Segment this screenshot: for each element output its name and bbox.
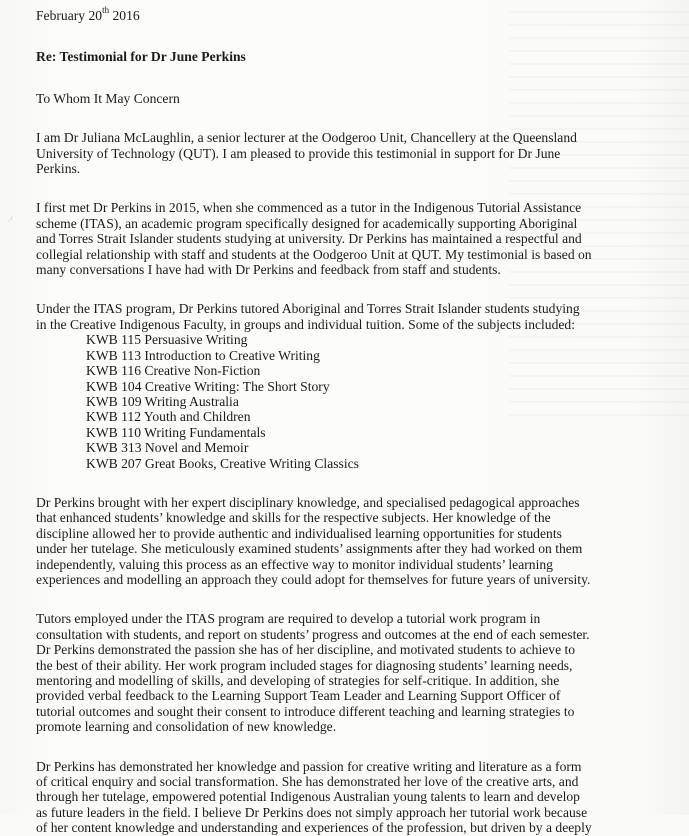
- paragraph-line: mentoring and modelling of skills, and developing of strategies for self-critique. In addition, she: [36, 673, 560, 688]
- paragraph-line: Dr Perkins has demonstrated her knowledge and passion for creative writing and literature as a form: [36, 758, 582, 774]
- paragraph-line: Tutors employed under the ITAS program are required to develop a tutorial work program in: [36, 611, 541, 627]
- paragraph-line: that enhanced students’ knowledge and skills for the respective subjects. Her knowledge of the: [36, 510, 551, 526]
- tutors-paragraph: [36, 611, 669, 734]
- paragraph-line: discipline allowed her to provide authentic and individualised learning opportunities for students: [36, 525, 562, 541]
- expert-knowledge-paragraph: [36, 495, 669, 587]
- paragraph-line: University of Technology (QUT). I am pleased to provide this testimonial in support for Dr June: [36, 145, 561, 161]
- subject-list: [86, 332, 669, 471]
- paragraph-line: promote learning and consolidation of new knowledge.: [36, 719, 337, 735]
- letter-salutation: To Whom It May Concern: [36, 90, 180, 106]
- paragraph-line: Perkins.: [36, 161, 81, 177]
- date-year: 2016: [109, 8, 140, 23]
- paragraph-line: of critical enquiry and social transformation. She has demonstrated her love of the creative arts, and: [36, 774, 579, 790]
- letter-date: [36, 5, 669, 23]
- date-day: February 20: [36, 8, 103, 23]
- subject-list-item: KWB 104 Creative Writing: The Short Story: [86, 378, 330, 394]
- paragraph-line: experiences and modelling an approach they could adopt for themselves for future years of university.: [36, 571, 591, 587]
- paragraph-line: I am Dr Juliana McLaughlin, a senior lecturer at the Oodgeroo Unit, Chancellery at the Queensland: [36, 130, 577, 146]
- paragraph-line: under her tutelage. She meticulously examined students’ assignments after they had worked on them: [36, 541, 583, 557]
- paragraph-line: tutorial outcomes and sought their consent to introduce different teaching and learning strategies to: [36, 703, 575, 719]
- paragraph-line: in the Creative Indigenous Faculty, in groups and individual tuition. Some of the subjects included:: [36, 316, 576, 332]
- paragraph-line: consultation with students, and report on students’ progress and outcomes at the end of each semester.: [36, 626, 590, 642]
- itas-program-paragraph: [36, 301, 669, 332]
- paragraph-line: scheme (ITAS), an academic program specifically designed for academically supporting Aboriginal: [36, 215, 578, 231]
- paragraph-line: through her tutelage, empowered potential Indigenous Australian young talents to learn and develop: [36, 789, 580, 805]
- paragraph-line: many conversations I have had with Dr Perkins and feedback from staff and students.: [36, 262, 501, 278]
- subject-list-item: KWB 207 Great Books, Creative Writing Classics: [86, 455, 359, 471]
- paragraph-line: as future leaders in the field. I believe Dr Perkins does not simply approach her tutorial work because: [36, 804, 588, 820]
- subject-list-item: KWB 112 Youth and Children: [86, 409, 251, 425]
- first-met-paragraph: [36, 200, 669, 277]
- paragraph-line: I first met Dr Perkins in 2015, when she commenced as a tutor in the Indigenous Tutorial Assistance: [36, 200, 582, 216]
- margin-mark: ·ᐟ: [6, 215, 16, 226]
- paragraph-line: Dr Perkins demonstrated the passion she has of her discipline, and motivated students to achieve to: [36, 642, 576, 658]
- paragraph-line: independently, valuing this process as an effective way to monitor individual students’ learning: [36, 556, 553, 572]
- subject-list-item: KWB 313 Novel and Memoir: [86, 440, 249, 456]
- introduction-paragraph: [36, 130, 669, 176]
- paragraph-line: provided verbal feedback to the Learning Support Team Leader and Learning Support Officer of: [36, 688, 561, 704]
- closing-paragraph: [36, 759, 669, 836]
- subject-list-item: KWB 109 Writing Australia: [86, 393, 239, 409]
- subject-list-item: KWB 110 Writing Fundamentals: [86, 424, 266, 440]
- paragraph-line: Under the ITAS program, Dr Perkins tutored Aboriginal and Torres Strait Islander students studying: [36, 301, 580, 317]
- date-ordinal-suffix: th: [102, 5, 110, 16]
- paragraph-line: the best of their ability. Her work program included stages for diagnosing students’ learning needs,: [36, 657, 573, 673]
- paragraph-line: Dr Perkins brought with her expert disciplinary knowledge, and specialised pedagogical approaches: [36, 494, 580, 510]
- subject-list-item: KWB 116 Creative Non-Fiction: [86, 363, 261, 379]
- subject-list-item: KWB 113 Introduction to Creative Writing: [86, 347, 320, 363]
- paragraph-line: collegial relationship with staff and students at the Oodgeroo Unit at QUT. My testimonial is based on: [36, 246, 592, 262]
- paragraph-line: of her content knowledge and understanding and experiences of the profession, but driven by a deeply: [36, 820, 592, 836]
- letter-subject: Re: Testimonial for Dr June Perkins: [36, 49, 246, 65]
- paragraph-line: and Torres Strait Islander students studying at university. Dr Perkins has maintained a respectful and: [36, 231, 582, 247]
- subject-list-item: KWB 115 Persuasive Writing: [86, 332, 248, 348]
